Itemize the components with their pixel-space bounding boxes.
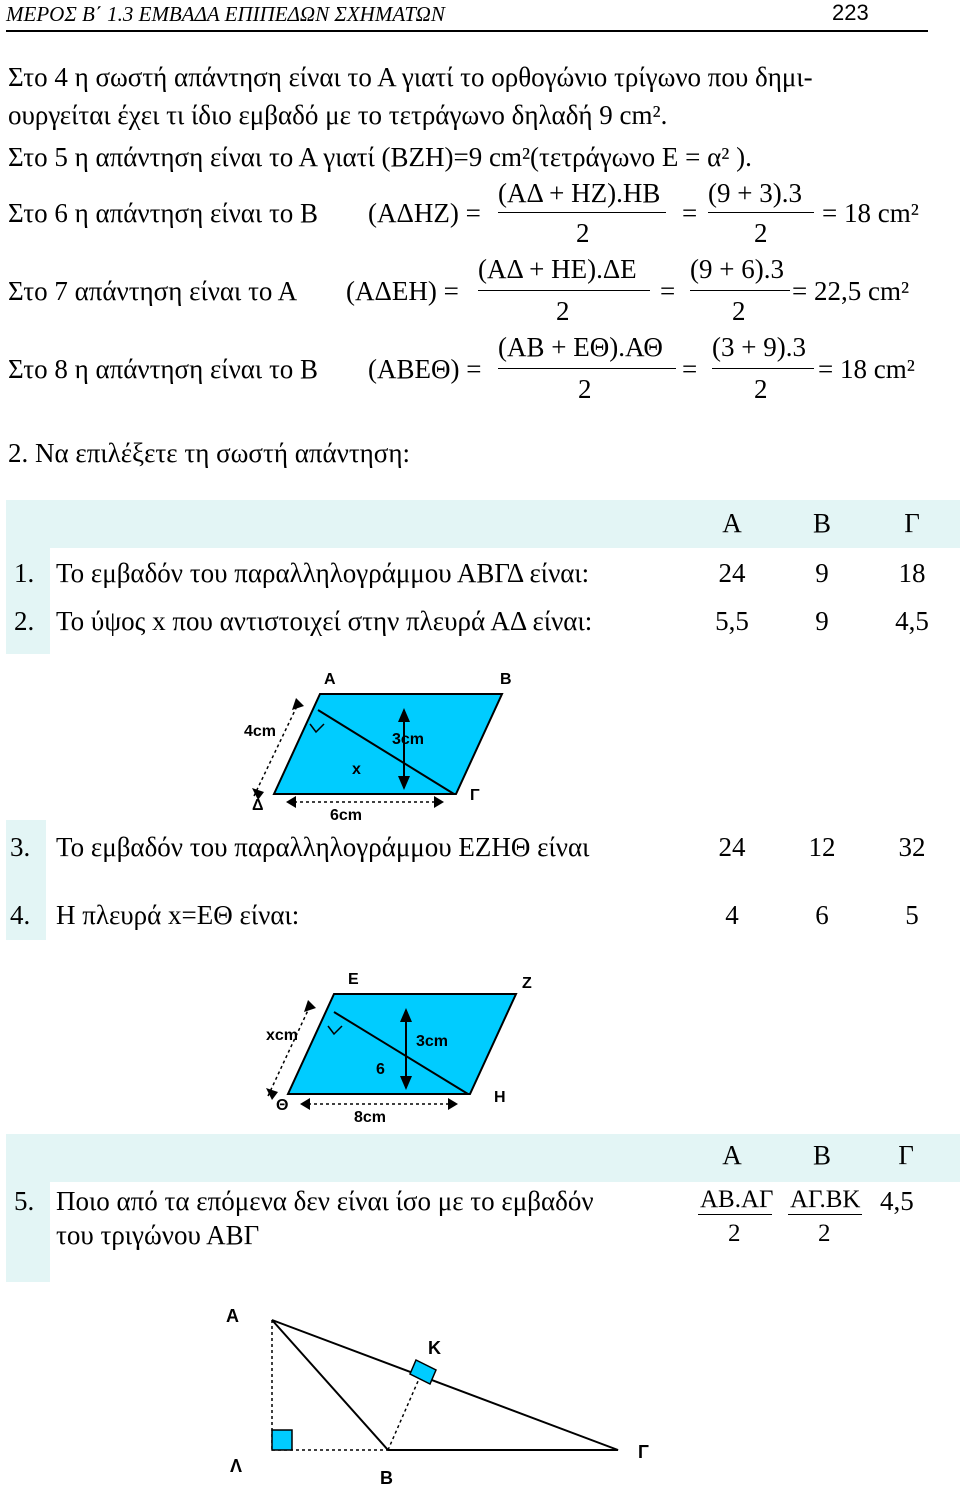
choice-header-c: Γ (904, 508, 920, 538)
eq7-line1 (478, 290, 650, 291)
q5-option-b-line (788, 1214, 862, 1215)
eq7-result: = 22,5 cm² (792, 276, 910, 306)
eq7-num1: (ΑΔ + ΗΕ).ΔΕ (478, 254, 637, 284)
eq7-den2: 2 (732, 296, 746, 326)
header-rule (6, 30, 928, 32)
choice-header-c: Γ (898, 1140, 914, 1170)
header-title: ΜΕΡΟΣ Β΄ 1.3 ΕΜΒΑΔΑ ΕΠΙΠΕΔΩΝ ΣΧΗΜΑΤΩΝ (6, 2, 445, 26)
question-number: 3. (10, 832, 31, 862)
question-text: Το εμβαδόν του παραλληλογράμμου ΑΒΓΔ είναι: (56, 558, 590, 588)
parallelogram-abgd-figure (230, 660, 530, 830)
q5-option-b-num: ΑΓ.ΒΚ (790, 1186, 861, 1213)
answer-c: 5 (905, 900, 919, 930)
label-b: Β (380, 1468, 393, 1488)
label-a: Α (324, 671, 336, 688)
q5-option-b-den: 2 (818, 1220, 831, 1247)
question-text: Η πλευρά x=ΕΘ είναι: (56, 900, 300, 930)
eq8-lhs: (ΑΒΕΘ) = (368, 354, 482, 384)
label-side: xcm (266, 1027, 299, 1044)
question5-number: 5. (14, 1186, 35, 1216)
question-text: Το εμβαδόν του παραλληλογράμμου ΕΖΗΘ είναι (56, 832, 590, 862)
question-number: 1. (14, 558, 35, 588)
eq8-num1: (ΑΒ + ΕΘ).ΑΘ (498, 332, 663, 362)
q5-option-a-num: ΑΒ.ΑΓ (700, 1186, 774, 1213)
label-g: Γ (638, 1442, 649, 1462)
label-g: Γ (470, 787, 480, 804)
question5-line1: Ποιο από τα επόμενα δεν είναι ίσο με το εμβαδόν (56, 1186, 594, 1216)
label-x: x (352, 761, 361, 778)
parallelogram-ezht-figure (254, 960, 554, 1130)
answer-a: 24 (718, 558, 746, 588)
eq7-lhs: (ΑΔΕΗ) = (346, 276, 459, 306)
label-base: 6cm (330, 807, 363, 824)
label-h: Η (494, 1089, 506, 1106)
q5-option-c: 4,5 (880, 1186, 914, 1216)
eq6-line1 (498, 212, 666, 213)
eq8-den1: 2 (578, 374, 592, 404)
label-six: 6 (376, 1061, 385, 1078)
eq6-lead: Στο 6 η απάντηση είναι το Β (8, 198, 319, 228)
question-number: 4. (10, 900, 31, 930)
label-d: Δ (252, 797, 264, 814)
eq8-num2: (3 + 9).3 (712, 332, 806, 362)
q5-option-a-line (698, 1214, 772, 1215)
choice-header-a: Α (722, 1140, 742, 1170)
label-height: 3cm (392, 731, 425, 748)
intro-line-2: ουργείται έχει τι ίδιο εμβαδό με το τετράγωνο δηλαδή 9 cm². (8, 100, 668, 130)
label-th: Θ (276, 1097, 289, 1114)
eq7-num2: (9 + 6).3 (690, 254, 784, 284)
label-a: Α (226, 1306, 239, 1326)
answer-a: 5,5 (715, 606, 749, 636)
eq8-lead: Στο 8 η απάντηση είναι το Β (8, 354, 319, 384)
answer-b: 12 (808, 832, 836, 862)
question-text: Το ύψος x που αντιστοιχεί στην πλευρά ΑΔ είναι: (56, 606, 593, 636)
answer-a: 4 (725, 900, 739, 930)
eq8-result: = 18 cm² (818, 354, 915, 384)
eq6-line2 (708, 212, 814, 213)
answer-c: 4,5 (895, 606, 929, 636)
question-number: 2. (14, 606, 35, 636)
intro-line-3: Στο 5 η απάντηση είναι το Α γιατί (ΒΖΗ)=9 cm²(τετράγωνο Ε = α² ). (8, 142, 752, 172)
triangle-abg-figure (210, 1300, 670, 1491)
answer-c: 18 (898, 558, 926, 588)
label-l: Λ (230, 1456, 243, 1476)
eq6-num1: (ΑΔ + ΗΖ).ΗΒ (498, 178, 661, 208)
label-height: 3cm (416, 1033, 449, 1050)
q5-option-a-den: 2 (728, 1220, 741, 1247)
eq6-result: = 18 cm² (822, 198, 919, 228)
answer-b: 6 (815, 900, 829, 930)
answer-a: 24 (718, 832, 746, 862)
label-k: Κ (428, 1338, 441, 1358)
eq8-line2 (712, 368, 814, 369)
eq7-line2 (690, 290, 790, 291)
label-z: Ζ (522, 975, 532, 992)
eq7-den1: 2 (556, 296, 570, 326)
choice-header-b: Β (812, 1140, 831, 1170)
label-e: Ε (348, 971, 359, 988)
eq8-den2: 2 (754, 374, 768, 404)
answer-b: 9 (815, 606, 829, 636)
eq8-line1 (498, 368, 676, 369)
section2-title: 2. Να επιλέξετε τη σωστή απάντηση: (8, 438, 410, 468)
label-b: Β (500, 671, 512, 688)
label-side: 4cm (244, 723, 277, 740)
question5-line2: του τριγώνου ΑΒΓ (56, 1220, 260, 1250)
eq7-lead: Στο 7 απάντηση είναι το Α (8, 276, 298, 306)
eq6-num2: (9 + 3).3 (708, 178, 802, 208)
label-base: 8cm (354, 1109, 387, 1126)
answer-b: 9 (815, 558, 829, 588)
page-number: 223 (832, 0, 869, 25)
choice-header-a: Α (722, 508, 742, 538)
answer-c: 32 (898, 832, 926, 862)
eq6-lhs: (ΑΔΗΖ) = (368, 198, 481, 228)
choice-header-b: Β (812, 508, 831, 538)
intro-line-1: Στο 4 η σωστή απάντηση είναι το Α γιατί το ορθογώνιο τρίγωνο που δημι- (8, 62, 813, 92)
eq6-den1: 2 (576, 218, 590, 248)
eq6-den2: 2 (754, 218, 768, 248)
